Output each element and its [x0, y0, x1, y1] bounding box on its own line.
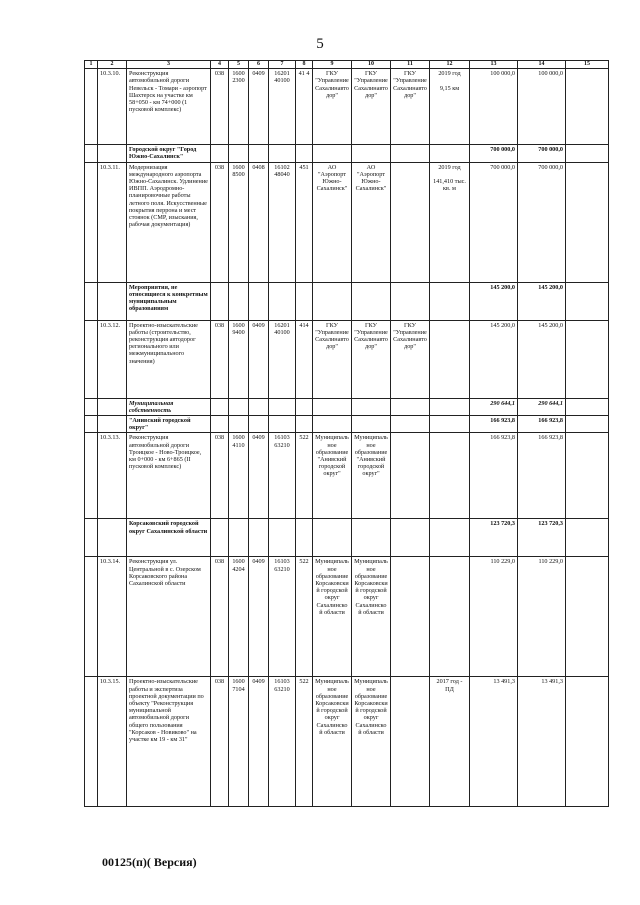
- cell-blank: [85, 433, 98, 519]
- cell-e4: [211, 416, 229, 433]
- cell-c8: 451: [296, 162, 313, 282]
- cell-c13: 13 491,3: [470, 677, 518, 807]
- cell-e10: [352, 145, 391, 162]
- cell-e5: [229, 416, 249, 433]
- cell-name: "Анивский городской округ": [127, 416, 211, 433]
- cell-c14: 145 200,0: [518, 320, 566, 398]
- cell-c5: 1600 4110: [229, 433, 249, 519]
- cell-c12: [430, 320, 470, 398]
- cell-e6: [249, 519, 269, 557]
- cell-e11: [391, 519, 430, 557]
- cell-c14: 700 000,0: [518, 162, 566, 282]
- cell-c5: 1600 2300: [229, 69, 249, 145]
- cell-c15: [566, 433, 609, 519]
- cell-c7: 16201 40100: [269, 69, 296, 145]
- table-row: [85, 677, 609, 807]
- cell-c7: 16103 63210: [269, 677, 296, 807]
- cell-e12: [430, 282, 470, 320]
- cell-c8: 41 4: [296, 69, 313, 145]
- cell-c5: 1600 7104: [229, 677, 249, 807]
- cell-e6: [249, 398, 269, 415]
- header-cell: 4: [211, 61, 229, 69]
- cell-c10: Муниципальное образование Корсаковский городской округ Сахалинской области: [352, 557, 391, 677]
- cell-e9: [313, 519, 352, 557]
- table-row: [85, 433, 609, 519]
- cell-c6: 0409: [249, 433, 269, 519]
- cell-e4: [211, 519, 229, 557]
- cell-e15: [566, 398, 609, 415]
- cell-c10: ГКУ "Управление Сахалинавтодор": [352, 69, 391, 145]
- budget-table: [84, 60, 609, 807]
- cell-c13: 100 000,0: [470, 69, 518, 145]
- cell-e7: [269, 519, 296, 557]
- cell-c11: ГКУ "Управление Сахалинавтодор": [391, 69, 430, 145]
- table-row: [85, 320, 609, 398]
- cell-c13: 700 000,0: [470, 162, 518, 282]
- cell-c13: 166 923,8: [470, 416, 518, 433]
- cell-c6: 0409: [249, 320, 269, 398]
- cell-c4: 038: [211, 162, 229, 282]
- cell-c9: Муниципальное образование Корсаковский городской округ Сахалинской области: [313, 557, 352, 677]
- cell-c12: 2019 год 141,410 тыс. кв. м: [430, 162, 470, 282]
- cell-blank: [85, 69, 98, 145]
- table-row: [85, 519, 609, 557]
- cell-c13: 166 923,8: [470, 433, 518, 519]
- table-row: [85, 69, 609, 145]
- cell-e10: [352, 416, 391, 433]
- header-cell: 3: [127, 61, 211, 69]
- cell-e8: [296, 145, 313, 162]
- cell-e4: [211, 398, 229, 415]
- header-cell: 14: [518, 61, 566, 69]
- cell-c14: 100 000,0: [518, 69, 566, 145]
- cell-num: 10.3.10.: [98, 69, 127, 145]
- cell-c14: 700 000,0: [518, 145, 566, 162]
- cell-c8: 522: [296, 557, 313, 677]
- cell-e5: [229, 398, 249, 415]
- cell-e12: [430, 519, 470, 557]
- cell-blank: [85, 282, 98, 320]
- cell-name: Мероприятия, не относящиеся к конкретным муниципальным образованиям: [127, 282, 211, 320]
- cell-blank: [85, 398, 98, 415]
- cell-e11: [391, 416, 430, 433]
- cell-name: Муниципальная собственность: [127, 398, 211, 415]
- cell-blank: [85, 416, 98, 433]
- cell-e7: [269, 398, 296, 415]
- cell-e11: [391, 398, 430, 415]
- cell-e9: [313, 416, 352, 433]
- cell-e6: [249, 145, 269, 162]
- cell-c7: 16102 48040: [269, 162, 296, 282]
- cell-e5: [229, 145, 249, 162]
- cell-c13: 145 200,0: [470, 320, 518, 398]
- cell-c11: [391, 162, 430, 282]
- cell-e10: [352, 282, 391, 320]
- header-cell: 9: [313, 61, 352, 69]
- cell-name: Корсаковский городской округ Сахалинской области: [127, 519, 211, 557]
- header-cell: 11: [391, 61, 430, 69]
- header-cell: 13: [470, 61, 518, 69]
- cell-name: Реконструкция автомобильной дороги Троицкое - Ново-Троицкое, км 0+000 - км 6+865 (II пусковой комплекс): [127, 433, 211, 519]
- cell-blank: [85, 162, 98, 282]
- cell-c7: 16201 40100: [269, 320, 296, 398]
- cell-c9: ГКУ "Управление Сахалинавтодор": [313, 320, 352, 398]
- cell-blank2: [98, 282, 127, 320]
- cell-c14: 110 229,0: [518, 557, 566, 677]
- cell-c11: [391, 677, 430, 807]
- cell-c13: 145 200,0: [470, 282, 518, 320]
- cell-c12: 2019 год 9,15 км: [430, 69, 470, 145]
- page-number: 5: [316, 36, 324, 52]
- cell-c12: [430, 557, 470, 677]
- cell-c15: [566, 677, 609, 807]
- cell-c6: 0409: [249, 557, 269, 677]
- cell-blank2: [98, 519, 127, 557]
- cell-c9: АО "Аэропорт Южно-Сахалинск": [313, 162, 352, 282]
- footer-version: 00125(п)( Версия): [102, 855, 197, 869]
- cell-blank: [85, 677, 98, 807]
- cell-c10: Муниципальное образование "Анивский городской округ": [352, 433, 391, 519]
- cell-c14: 13 491,3: [518, 677, 566, 807]
- cell-c13: 110 229,0: [470, 557, 518, 677]
- cell-e15: [566, 519, 609, 557]
- table-row: [85, 282, 609, 320]
- cell-e9: [313, 398, 352, 415]
- header-cell: 15: [566, 61, 609, 69]
- cell-name: Реконструкция автомобильной дороги Невельск - Томари - аэропорт Шахтерск на участке км 58+050 - км 74+000 (1 пусковой комплекс): [127, 69, 211, 145]
- cell-c9: Муниципальное образование "Анивский городской округ": [313, 433, 352, 519]
- cell-c14: 166 923,8: [518, 416, 566, 433]
- cell-name: Модернизация международного аэропорта Южно-Сахалинск. Удлинение ИВПП. Аэродромно-планировочные работы летного поля. Искусственные покрытия перрона и мест стоянок (СМР, изыскания, рабочая документация): [127, 162, 211, 282]
- cell-e8: [296, 416, 313, 433]
- cell-c11: [391, 557, 430, 677]
- cell-c9: ГКУ "Управление Сахалинавтодор": [313, 69, 352, 145]
- cell-c8: 522: [296, 677, 313, 807]
- cell-c4: 038: [211, 557, 229, 677]
- cell-name: Проектно-изыскательские работы и экспертиза проектной документации по объекту "Реконструкция муниципальной автомобильной дороги общего пользования "Корсаков - Новиково" на участке км 19 - км 31": [127, 677, 211, 807]
- cell-e8: [296, 398, 313, 415]
- cell-c15: [566, 320, 609, 398]
- cell-e12: [430, 416, 470, 433]
- cell-c15: [566, 162, 609, 282]
- cell-num: 10.3.13.: [98, 433, 127, 519]
- cell-e12: [430, 145, 470, 162]
- cell-c10: Муниципальное образование Корсаковский городской округ Сахалинской области: [352, 677, 391, 807]
- table-row: [85, 557, 609, 677]
- table-row: [85, 162, 609, 282]
- cell-c8: 414: [296, 320, 313, 398]
- cell-c12: 2017 год - ПД: [430, 677, 470, 807]
- cell-num: 10.3.15.: [98, 677, 127, 807]
- cell-c5: 1600 4204: [229, 557, 249, 677]
- table-row: [85, 398, 609, 415]
- cell-blank2: [98, 398, 127, 415]
- cell-c5: 1600 9400: [229, 320, 249, 398]
- cell-c14: 166 923,8: [518, 433, 566, 519]
- cell-name: Реконструкция ул. Центральной в с. Озерском Корсаковского района Сахалинской области: [127, 557, 211, 677]
- cell-e4: [211, 282, 229, 320]
- cell-c14: 290 644,1: [518, 398, 566, 415]
- cell-c11: [391, 433, 430, 519]
- header-cell: 7: [269, 61, 296, 69]
- cell-e7: [269, 145, 296, 162]
- cell-c12: [430, 433, 470, 519]
- cell-c6: 0408: [249, 162, 269, 282]
- cell-c15: [566, 557, 609, 677]
- cell-e6: [249, 282, 269, 320]
- cell-e5: [229, 519, 249, 557]
- cell-e15: [566, 282, 609, 320]
- cell-e8: [296, 519, 313, 557]
- header-cell: 6: [249, 61, 269, 69]
- cell-e15: [566, 145, 609, 162]
- cell-num: 10.3.12.: [98, 320, 127, 398]
- header-cell: 2: [98, 61, 127, 69]
- cell-num: 10.3.14.: [98, 557, 127, 677]
- header-row: [85, 61, 609, 69]
- table-row: [85, 145, 609, 162]
- cell-name: Городской округ "Город Южно-Сахалинск": [127, 145, 211, 162]
- table-row: [85, 416, 609, 433]
- header-cell: 8: [296, 61, 313, 69]
- cell-c8: 522: [296, 433, 313, 519]
- cell-c11: ГКУ "Управление Сахалинавтодор": [391, 320, 430, 398]
- cell-e12: [430, 398, 470, 415]
- cell-blank: [85, 145, 98, 162]
- cell-c4: 038: [211, 69, 229, 145]
- cell-e8: [296, 282, 313, 320]
- cell-c4: 038: [211, 677, 229, 807]
- cell-e5: [229, 282, 249, 320]
- cell-c10: АО "Аэропорт Южно-Сахалинск": [352, 162, 391, 282]
- cell-c4: 038: [211, 433, 229, 519]
- header-cell: 10: [352, 61, 391, 69]
- cell-e10: [352, 519, 391, 557]
- cell-e10: [352, 398, 391, 415]
- header-cell: 1: [85, 61, 98, 69]
- cell-c5: 1600 8500: [229, 162, 249, 282]
- cell-c6: 0409: [249, 677, 269, 807]
- header-cell: 12: [430, 61, 470, 69]
- cell-c4: 038: [211, 320, 229, 398]
- cell-e7: [269, 282, 296, 320]
- cell-name: Проектно-изыскательские работы (строительство, реконструкция автодорог регионального или межмуниципального значения): [127, 320, 211, 398]
- header-cell: 5: [229, 61, 249, 69]
- cell-num: 10.3.11.: [98, 162, 127, 282]
- cell-e11: [391, 282, 430, 320]
- cell-e11: [391, 145, 430, 162]
- cell-c7: 16103 63210: [269, 557, 296, 677]
- cell-e9: [313, 282, 352, 320]
- cell-blank: [85, 557, 98, 677]
- cell-e4: [211, 145, 229, 162]
- cell-c10: ГКУ "Управление Сахалинавтодор": [352, 320, 391, 398]
- cell-c7: 16103 63210: [269, 433, 296, 519]
- cell-e7: [269, 416, 296, 433]
- cell-c14: 123 720,3: [518, 519, 566, 557]
- cell-e15: [566, 416, 609, 433]
- cell-blank2: [98, 145, 127, 162]
- cell-c13: 700 000,0: [470, 145, 518, 162]
- cell-c15: [566, 69, 609, 145]
- cell-blank: [85, 519, 98, 557]
- cell-blank: [85, 320, 98, 398]
- cell-c13: 123 720,3: [470, 519, 518, 557]
- cell-c14: 145 200,0: [518, 282, 566, 320]
- cell-c13: 290 644,1: [470, 398, 518, 415]
- cell-e6: [249, 416, 269, 433]
- cell-blank2: [98, 416, 127, 433]
- cell-e9: [313, 145, 352, 162]
- cell-c6: 0409: [249, 69, 269, 145]
- cell-c9: Муниципальное образование Корсаковский городской округ Сахалинской области: [313, 677, 352, 807]
